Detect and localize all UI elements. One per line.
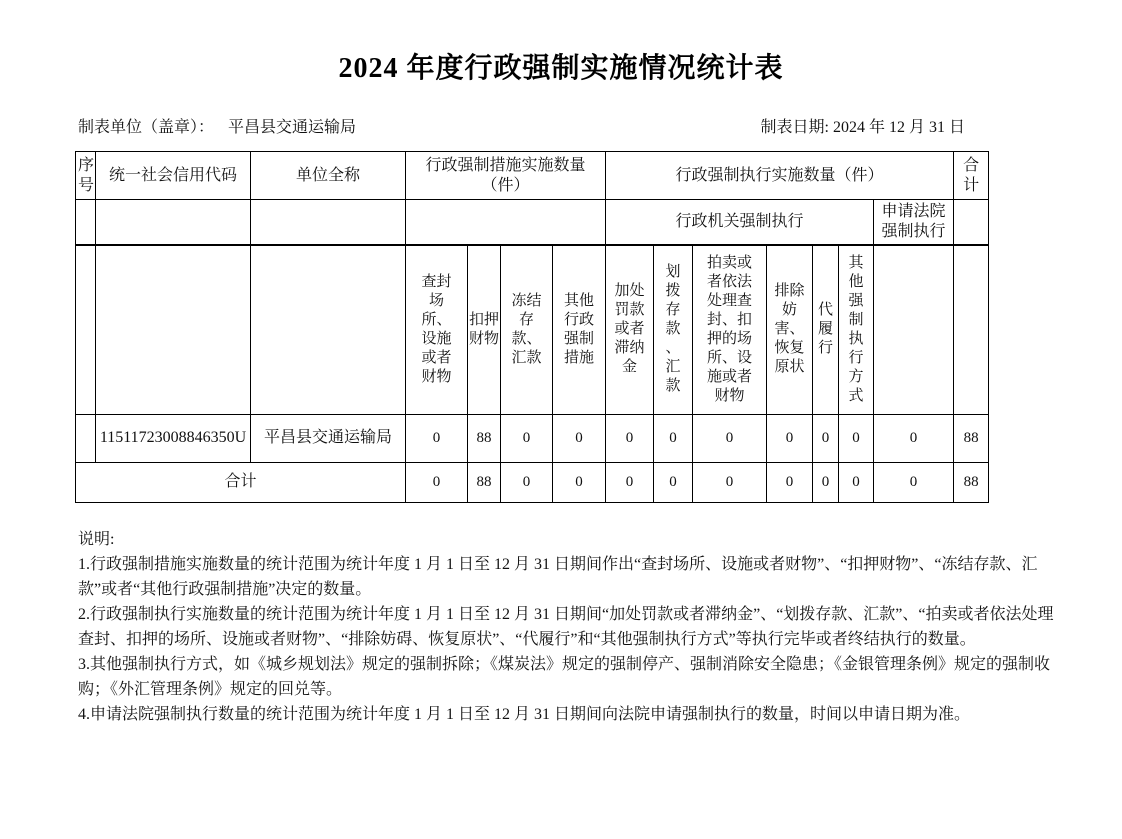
col-header-fine-late-fee: 加处罚款或者滞纳金	[606, 245, 654, 414]
empty-cell	[406, 200, 606, 246]
header-measure-count: 行政强制措施实施数量（件）	[406, 152, 606, 200]
total-value-grand-total: 88	[954, 462, 989, 502]
empty-cell	[251, 245, 406, 414]
header-row-2	[76, 200, 989, 246]
empty-cell	[76, 245, 96, 414]
report-date	[761, 114, 965, 137]
total-value-seize-property: 88	[468, 462, 501, 502]
cell-value-row-total: 88	[954, 414, 989, 462]
header-row-3	[76, 245, 989, 414]
total-value-other-enforce-methods: 0	[839, 462, 874, 502]
note-item-1: 1.行政强制措施实施数量的统计范围为统计年度 1 月 1 日至 12 月 31 日期间作出“查封场所、设施或者财物”、“扣押财物”、“冻结存款、汇款”或者“其他行政强制措施”决定的数量。	[78, 555, 1038, 598]
header-row-1	[76, 152, 989, 200]
maker-unit-value: 平昌县交通运输局	[228, 119, 357, 136]
data-row	[76, 414, 989, 462]
col-header-other-measures: 其他行政强制措施	[553, 245, 606, 414]
col-header-substitute-performance: 代履行	[813, 245, 839, 414]
col-header-transfer-deposits: 划拨存款、汇款	[654, 245, 693, 414]
report-date-value: 2024 年 12 月 31 日	[832, 119, 965, 136]
empty-cell	[96, 200, 251, 246]
cell-seq	[76, 414, 96, 462]
empty-cell	[954, 245, 989, 414]
cell-value-other-measures: 0	[553, 414, 606, 462]
statistics-table	[75, 151, 989, 503]
cell-value-court-enforce: 0	[874, 414, 954, 462]
cell-value-remove-obstruction: 0	[767, 414, 813, 462]
total-value-substitute-performance: 0	[813, 462, 839, 502]
maker-unit	[78, 114, 356, 137]
meta-row	[78, 114, 965, 137]
notes-heading: 说明:	[78, 530, 115, 548]
empty-cell	[874, 245, 954, 414]
document-page	[0, 46, 1122, 839]
note-item-3: 3.其他强制执行方式，如《城乡规划法》规定的强制拆除；《煤炭法》规定的强制停产、强制消除安全隐患；《金银管理条例》规定的强制收购；《外汇管理条例》规定的回兑等。	[78, 655, 1051, 698]
col-header-freeze-deposits: 冻结存款、汇款	[501, 245, 553, 414]
col-header-remove-obstruction: 排除妨害、恢复原状	[767, 245, 813, 414]
total-value-fine-late-fee: 0	[606, 462, 654, 502]
total-value-freeze-deposits: 0	[501, 462, 553, 502]
cell-credit-code: 11511723008846350U	[96, 414, 251, 462]
header-credit-code: 统一社会信用代码	[96, 152, 251, 200]
total-value-seal-places: 0	[406, 462, 468, 502]
header-total: 合计	[954, 152, 989, 200]
total-row	[76, 462, 989, 502]
cell-value-seal-places: 0	[406, 414, 468, 462]
header-admin-organ-enforce: 行政机关强制执行	[606, 200, 874, 246]
notes-section	[78, 527, 1066, 727]
cell-value-transfer-deposits: 0	[654, 414, 693, 462]
empty-cell	[76, 200, 96, 246]
empty-cell	[96, 245, 251, 414]
header-seq: 序号	[76, 152, 96, 200]
col-header-seize-property: 扣押财物	[468, 245, 501, 414]
total-row-label: 合计	[76, 462, 406, 502]
total-value-court-enforce: 0	[874, 462, 954, 502]
cell-value-other-enforce-methods: 0	[839, 414, 874, 462]
empty-cell	[251, 200, 406, 246]
cell-value-substitute-performance: 0	[813, 414, 839, 462]
maker-unit-label: 制表单位（盖章）：	[78, 119, 215, 136]
col-header-other-enforce-methods: 其他强制执行方式	[839, 245, 874, 414]
cell-value-freeze-deposits: 0	[501, 414, 553, 462]
cell-value-fine-late-fee: 0	[606, 414, 654, 462]
total-value-other-measures: 0	[553, 462, 606, 502]
empty-cell	[954, 200, 989, 246]
header-enforce-count: 行政强制执行实施数量（件）	[606, 152, 954, 200]
cell-unit-name: 平昌县交通运输局	[251, 414, 406, 462]
col-header-seal-places: 查封场所、设施或者财物	[406, 245, 468, 414]
report-date-label: 制表日期:	[760, 119, 829, 136]
header-court-enforce: 申请法院强制执行	[874, 200, 954, 246]
total-value-auction-property: 0	[693, 462, 767, 502]
col-header-auction-property: 拍卖或者依法处理查封、扣押的场所、设施或者财物	[693, 245, 767, 414]
cell-value-seize-property: 88	[468, 414, 501, 462]
note-item-4: 4.申请法院强制执行数量的统计范围为统计年度 1 月 1 日至 12 月 31 日期间向法院申请强制执行的数量，时间以申请日期为准。	[78, 705, 971, 723]
note-item-2: 2.行政强制执行实施数量的统计范围为统计年度 1 月 1 日至 12 月 31 日期间“加处罚款或者滞纳金”、“划拨存款、汇款”、“拍卖或者依法处理查封、扣押的场所、设施或者财物”、“排除妨碍、恢复原状”、“代履行”和“其他强制执行方式”等执行完毕或者终结执行的数量。	[78, 605, 1054, 648]
header-unit-name: 单位全称	[251, 152, 406, 200]
cell-value-auction-property: 0	[693, 414, 767, 462]
total-value-remove-obstruction: 0	[767, 462, 813, 502]
total-value-transfer-deposits: 0	[654, 462, 693, 502]
page-title: 2024 年度行政强制实施情况统计表	[338, 53, 784, 84]
